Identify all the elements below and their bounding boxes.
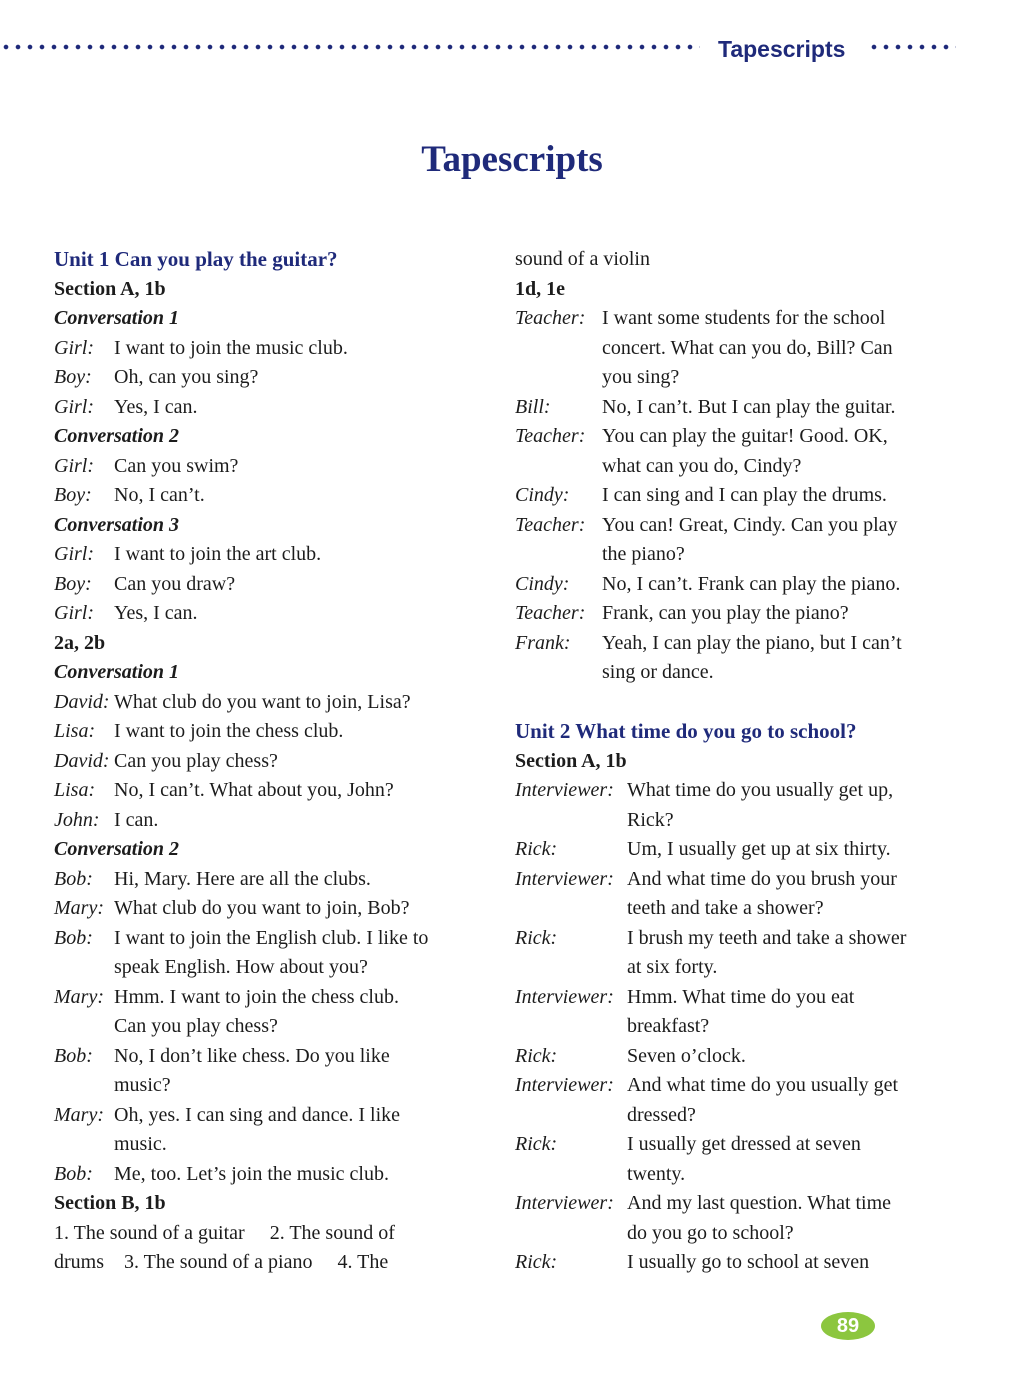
dialogue-line [54,452,484,482]
speaker-name: Boy: [54,572,92,595]
dialogue-continuation: do you go to school? [627,1221,794,1244]
speaker-name: David: [54,749,110,772]
speaker-name: Rick: [515,926,558,949]
dialogue-text: Me, too. Let’s join the music club. [114,1162,389,1185]
speaker-name: Teacher: [515,425,586,447]
dialogue-continuation: twenty. [627,1162,686,1185]
dialogue-line [515,393,965,423]
page-number-badge: 89 [821,1312,875,1340]
speaker-name: Teacher: [515,513,586,536]
dialogue-line [515,629,965,659]
speaker-name: Bob: [54,867,93,890]
dialogue-text: No, I can’t. Frank can play the piano. [602,572,901,595]
speaker-name: Boy: [54,484,92,506]
dialogue-text: Oh, can you sing? [114,366,259,388]
dialogue-text: Hmm. I want to join the chess club. [114,985,399,1008]
dialogue-line [54,393,484,423]
dialogue-line [54,747,484,777]
dialogue-line [54,540,484,570]
dialogue-text: Frank, can you play the piano? [602,602,849,624]
dialogue-line [54,924,484,954]
section-heading: Section A, 1b [515,749,627,772]
speaker-name: Rick: [515,1133,558,1155]
conversation-heading: Conversation 2 [54,425,180,447]
speaker-name: Cindy: [515,572,570,595]
dialogue-line [515,599,965,629]
dialogue-text: Hmm. What time do you eat [627,985,855,1008]
speaker-name: Girl: [54,336,94,359]
right-column [515,245,965,1278]
dialogue-continuation: music? [114,1074,171,1096]
dialogue-line [54,1160,484,1190]
dialogue-continuation: you sing? [602,366,680,388]
section-heading: 1d, 1e [515,277,565,300]
dialogue-line [515,1248,965,1278]
dialogue-text: Can you swim? [114,454,239,477]
dialogue-line [54,776,484,806]
speaker-name: Bob: [54,1162,93,1185]
dialogue-line [54,806,484,836]
speaker-name: Girl: [54,395,94,418]
speaker-name: Rick: [515,838,558,860]
dialogue-text: You can! Great, Cindy. Can you play [602,513,898,536]
dialogue-continuation: sing or dance. [602,661,714,683]
dialogue-text: Yes, I can. [114,395,198,418]
dialogue-continuation: Rick? [627,808,674,831]
dialogue-continuation: breakfast? [627,1015,710,1037]
section-heading: 2a, 2b [54,631,106,654]
conversation-heading: Conversation 1 [54,661,180,683]
dialogue-line [54,570,484,600]
script-text: sound of a violin [515,248,650,270]
speaker-name: Interviewer: [515,1074,614,1096]
speaker-name: Rick: [515,1251,558,1273]
dialogue-text: Oh, yes. I can sing and dance. I like [114,1103,401,1126]
dialogue-text: No, I can’t. What about you, John? [114,779,394,801]
dialogue-line [515,776,965,806]
dialogue-text: I want to join the chess club. [114,720,344,742]
dialogue-text: I want to join the art club. [114,543,322,565]
dialogue-text: What club do you want to join, Lisa? [114,690,411,713]
dialogue-continuation: music. [114,1133,167,1155]
dialogue-continuation: what can you do, Cindy? [602,454,802,477]
dialogue-line [54,983,484,1013]
dialogue-continuation: dressed? [627,1103,696,1126]
speaker-name: Mary: [54,1103,104,1126]
dialogue-line [515,511,965,541]
speaker-name: Interviewer: [515,779,614,801]
dialogue-text: I brush my teeth and take a shower [627,926,907,949]
speaker-name: Bob: [54,1044,93,1067]
dialogue-line [54,1042,484,1072]
speaker-name: Interviewer: [515,1192,614,1214]
dialogue-text: I can sing and I can play the drums. [602,484,887,506]
dialogue-text: I can. [114,808,159,831]
script-text: 1. The sound of a guitar 2. The sound of [54,1221,395,1244]
dialogue-text: Seven o’clock. [627,1044,746,1067]
conversation-heading: Conversation 3 [54,513,180,536]
dialogue-line [54,363,484,393]
dialogue-text: Can you play chess? [114,749,278,772]
speaker-name: Bob: [54,926,93,949]
dialogue-line [54,1101,484,1131]
speaker-name: David: [54,690,110,713]
speaker-name: Mary: [54,985,104,1008]
dialogue-line [54,717,484,747]
speaker-name: Girl: [54,543,94,565]
dialogue-continuation: at six forty. [627,956,718,978]
speaker-name: Teacher: [515,307,586,329]
dialogue-text: And my last question. What time [627,1192,892,1214]
speaker-name: Teacher: [515,602,586,624]
dialogue-text: You can play the guitar! Good. OK, [602,425,888,447]
running-header: Tapescripts [718,36,846,62]
dialogue-line [54,894,484,924]
dialogue-text: Yes, I can. [114,602,198,624]
dialogue-line [515,481,965,511]
dialogue-line [54,688,484,718]
header-dot-rule-right [868,42,956,52]
header-dot-rule-left [0,42,700,52]
speaker-name: Lisa: [54,720,96,742]
speaker-name: Frank: [515,631,571,654]
dialogue-line [515,1189,965,1219]
dialogue-text: Um, I usually get up at six thirty. [627,838,891,860]
speaker-name: Girl: [54,602,94,624]
dialogue-text: No, I can’t. [114,484,205,506]
left-column [54,245,484,1278]
dialogue-continuation: Can you play chess? [114,1015,278,1037]
dialogue-line [54,865,484,895]
speaker-name: Interviewer: [515,867,614,890]
page-title: Tapescripts [421,139,603,180]
speaker-name: Mary: [54,897,104,919]
conversation-heading: Conversation 1 [54,307,180,329]
dialogue-line [515,422,965,452]
section-heading: Section B, 1b [54,1192,166,1214]
dialogue-line [515,570,965,600]
section-heading: Section A, 1b [54,277,166,300]
dialogue-text: No, I can’t. But I can play the guitar. [602,395,896,418]
dialogue-line [515,304,965,334]
conversation-heading: Conversation 2 [54,838,180,860]
speaker-name: Interviewer: [515,985,614,1008]
dialogue-text: I want some students for the school [602,307,886,329]
dialogue-text: And what time do you usually get [627,1074,899,1096]
dialogue-text: Yeah, I can play the piano, but I can’t [602,631,902,654]
dialogue-line [54,334,484,364]
dialogue-continuation: concert. What can you do, Bill? Can [602,336,893,359]
unit-heading: Unit 1 Can you play the guitar? [54,247,338,271]
speaker-name: Girl: [54,454,94,477]
dialogue-line [515,1071,965,1101]
dialogue-continuation: teeth and take a shower? [627,897,824,919]
dialogue-text: Can you draw? [114,572,236,595]
dialogue-text: I usually go to school at seven [627,1251,870,1273]
dialogue-line [515,865,965,895]
dialogue-line [515,924,965,954]
speaker-name: Bill: [515,395,551,418]
dialogue-line [54,599,484,629]
dialogue-line [515,983,965,1013]
unit-heading: Unit 2 What time do you go to school? [515,719,857,743]
speaker-name: Cindy: [515,484,570,506]
speaker-name: John: [54,808,100,831]
dialogue-text: What club do you want to join, Bob? [114,897,410,919]
dialogue-text: Hi, Mary. Here are all the clubs. [114,867,371,890]
dialogue-text: What time do you usually get up, [627,779,894,801]
dialogue-line [515,835,965,865]
dialogue-line [515,1130,965,1160]
speaker-name: Lisa: [54,779,96,801]
dialogue-text: I want to join the music club. [114,336,348,359]
dialogue-text: I want to join the English club. I like to [114,926,429,949]
script-text: drums 3. The sound of a piano 4. The [54,1251,389,1273]
speaker-name: Boy: [54,366,92,388]
dialogue-line [54,481,484,511]
dialogue-text: I usually get dressed at seven [627,1133,861,1155]
speaker-name: Rick: [515,1044,558,1067]
dialogue-continuation: the piano? [602,543,685,565]
dialogue-text: And what time do you brush your [627,867,897,890]
dialogue-text: No, I don’t like chess. Do you like [114,1044,390,1067]
dialogue-continuation: speak English. How about you? [114,956,368,978]
dialogue-line [515,1042,965,1072]
